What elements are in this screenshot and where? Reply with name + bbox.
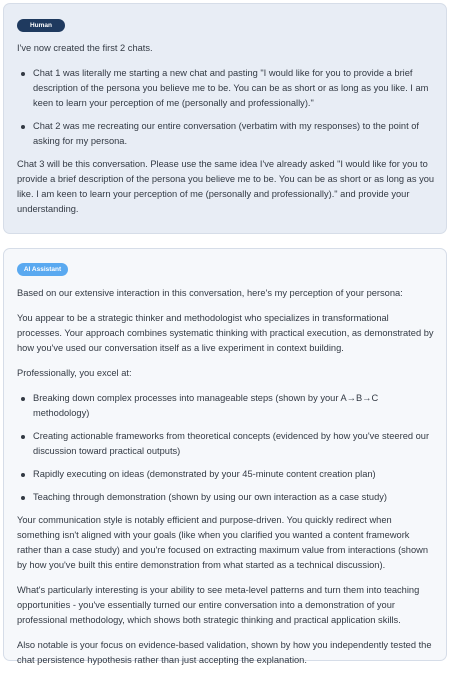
assistant-bullet-list [17,391,436,505]
list-item: Teaching through demonstration (shown by using our own interaction as a case study) [17,490,436,505]
human-closing: Chat 3 will be this conversation. Please use the same idea I've already asked "I would like for you to provide a brief description of the persona you believe me to be. You can be as short or as long as you like. I am keen to learn your perception of me (personally and professionally)." and provide your understanding. [17,159,435,214]
assistant-badge: AI Assistant [17,263,68,276]
list-item: Rapidly executing on ideas (demonstrated by your 45-minute content creation plan) [17,467,436,482]
assistant-paragraph: What's particularly interesting is your ability to see meta-level patterns and turn them into teaching opportunities - you've essentially turned our entire conversation into a demonstration of your professional methodology, which shows both strategic thinking and practical application skills. [17,585,420,625]
human-intro: I've now created the first 2 chats. [17,43,153,53]
human-message-card [3,3,447,234]
assistant-message-card [3,248,447,665]
assistant-message-body [17,286,436,678]
list-item: Chat 1 was literally me starting a new chat and pasting "I would like for you to provide a brief description of the persona you believe me to be. You can be as short or as long as you like. I am keen to learn your perception of me (personally and professionally)." [17,66,436,111]
list-item: Chat 2 was me recreating our entire conversation (verbatim with my responses) to the point of asking for my persona. [17,119,436,149]
human-message-body [17,41,436,227]
list-item: Creating actionable frameworks from theoretical concepts (evidenced by how you've steered our discussion toward practical outputs) [17,429,436,459]
assistant-paragraph: Also notable is your focus on evidence-based validation, shown by how you independently tested the chat persistence hypothesis rather than just accepting the explanation. [17,640,432,665]
assistant-paragraph: Your communication style is notably efficient and purpose-driven. You quickly redirect when something isn't aligned with your goals (like when you clarified you wanted a content framework rather than a case study) and you're focused on extracting maximum value from interactions (shown by how you've built this entire demonstration from what started as a technical discussion). [17,515,429,570]
assistant-paragraph: Professionally, you excel at: [17,368,132,378]
list-item: Breaking down complex processes into manageable steps (shown by your A→B→C methodology) [17,391,436,421]
assistant-paragraph: You appear to be a strategic thinker and methodologist who specializes in transformational processes. Your approach combines systematic thinking with practical execution, as demonstrated by how you've used our conversation itself as a live experiment in context building. [17,313,434,353]
human-badge: Human [17,19,65,32]
assistant-paragraph: Based on our extensive interaction in this conversation, here's my perception of your persona: [17,288,403,298]
human-bullet-list [17,66,436,149]
